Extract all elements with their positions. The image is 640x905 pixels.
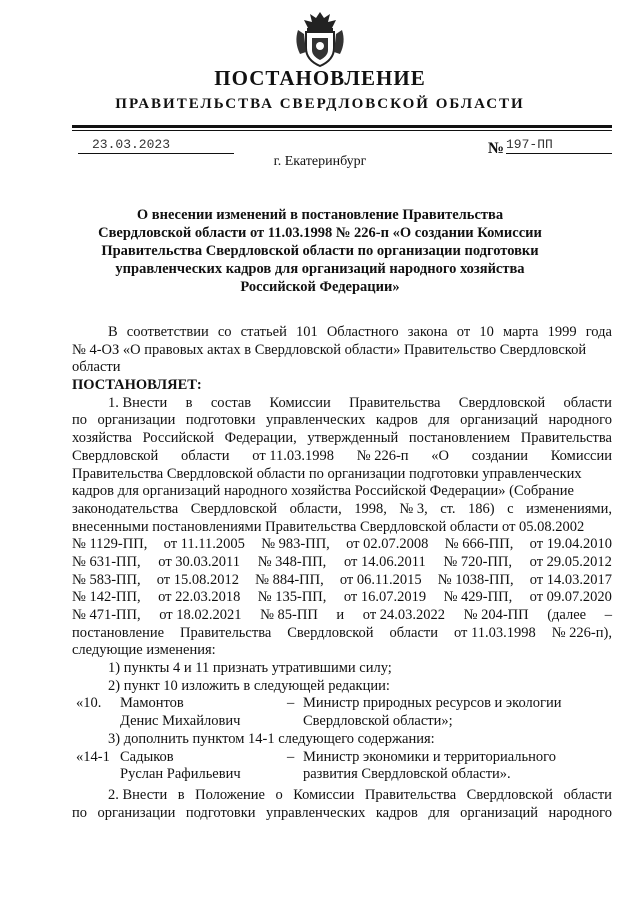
text-line [72,342,612,360]
word: Правительства [180,624,272,641]
word: от 11.11.2005 [163,536,245,553]
word: Федерации, [224,430,297,447]
text-line [72,625,612,643]
word: и [336,607,345,624]
word: № 142-ПП, [72,589,141,606]
word: № 226-п [356,447,409,464]
word: Свердловской [72,447,159,464]
word: № 348-ПП, [257,553,327,570]
word: кадров [375,412,418,429]
document-subtitle: ПРАВИТЕЛЬСТВА СВЕРДЛОВСКОЙ ОБЛАСТИ [115,96,525,112]
word: о [275,786,283,803]
word: Комиссии [550,447,612,464]
word: изменениями, [526,500,612,517]
text-line [72,483,612,501]
word: № 1038-ПП, [437,571,514,588]
word: от 16.07.2019 [343,589,427,606]
text-line [72,430,612,448]
word: от 18.02.2021 [159,607,242,624]
word: Свердловской [190,500,278,517]
word: ст. [440,500,456,517]
text-line [72,589,612,607]
text-line [72,466,612,484]
word: организации [97,804,176,821]
document-number: 197-ПП [506,137,612,154]
word: от 15.08.2012 [156,571,240,588]
word: от 09.07.2020 [529,589,612,606]
word: постановлением [408,430,511,447]
word: от 19.04.2010 [529,536,612,553]
word: постановление [72,624,165,641]
word: законодательства [72,500,179,517]
word: № 884-ПП, [255,571,324,588]
word: 101 [295,324,318,340]
word: Областного [326,324,399,340]
word: № 720-ПП, [443,553,512,570]
member-position: Министр экономики и территориального [303,748,556,765]
word: со [217,324,232,340]
word: области [389,624,439,641]
word: № 429-ПП, [443,589,513,606]
word: Правительства [364,786,457,803]
text-line [72,359,612,377]
member-given-names: Руслан Рафильевич [120,766,241,783]
member-row-14-1 [72,749,612,784]
word: Правительства [520,430,612,447]
text-line [72,572,612,590]
word: 2. Внести [108,786,168,803]
word: в [185,394,193,411]
coat-of-arms-icon [292,8,348,68]
word: № 666-ПП, [444,536,514,553]
word: № 4-ОЗ «О правовых актах в Свердловской области» Правительство Свердловской [72,341,587,358]
word: № 583-ПП, [72,571,141,588]
word: № 226-п), [551,624,612,641]
word: от 24.03.2022 [362,607,446,624]
word: организаций [460,804,538,821]
word: № 3, [399,500,428,517]
word: от 14.06.2011 [343,553,426,570]
heading-line: Правительства Свердловской области по организации подготовки [101,243,539,259]
word: по [72,804,88,821]
heading-line: О внесении изменений в постановление Правительства [136,207,504,223]
word: состав [210,394,252,411]
word: кадров [375,804,418,821]
header-rule-thick [72,125,612,128]
paragraph-2 [72,787,612,822]
word: от 30.03.2011 [158,553,241,570]
word: В [108,324,118,340]
word: внесенными постановлениями Правительства Свердловской области от 05.08.2002 [72,518,585,535]
word: № 631-ПП, [72,553,141,570]
word: народного [548,412,612,429]
document-city: г. Екатеринбург [273,154,367,169]
document-heading [60,206,580,296]
text-line [72,642,612,660]
text-line [72,787,612,805]
text-line [72,536,612,554]
word: статьей [240,324,287,340]
word: Комиссии [269,394,331,411]
subitem-3: 3) дополнить пунктом 14-1 следующего содержания: [108,730,435,747]
word: в [177,786,185,803]
row-number: «10. [76,695,102,712]
member-given-names: Денис Михайлович [120,713,241,730]
text-line [72,412,612,430]
word: от 14.03.2017 [529,571,612,588]
word: 10 [479,324,494,340]
heading-line: управленческих кадров для организаций народного хозяйства [115,261,525,277]
word: № 983-ПП, [261,536,330,553]
text-line [72,519,612,537]
word: области [72,359,121,376]
word: Свердловской [466,786,553,803]
word: утвержденный [307,430,399,447]
word: организации [97,412,176,429]
word: Комиссии [293,786,355,803]
member-position: Министр природных ресурсов и экологии [303,695,562,712]
word: области [563,786,612,803]
heading-line: Российской Федерации» [240,279,400,295]
word: от 02.07.2008 [346,536,429,553]
word: соответствии [126,324,209,340]
word: от 22.03.2018 [158,589,241,606]
word: области, [289,500,342,517]
word: кадров для организаций народного хозяйства Российской Федерации» (Собрание [72,483,574,500]
resolves-label: ПОСТАНОВЛЯЕТ: [72,377,202,394]
text-line [72,805,612,823]
word: Правительства Свердловской области по организации подготовки управленческих [72,465,582,482]
word: управленческих [266,412,366,429]
word: от 06.11.2015 [339,571,422,588]
document-title: ПОСТАНОВЛЕНИЕ [214,66,426,90]
word: Правительства [349,394,441,411]
word: следующие изменения: [72,642,216,659]
word: марта [502,324,539,340]
member-row-10 [72,695,612,730]
word: области [563,394,612,411]
word: от [456,324,471,340]
word: области [181,447,230,464]
word: Свердловской [287,624,374,641]
word: для [428,412,450,429]
word: 1. Внести [108,394,168,411]
subitem-2: 2) пункт 10 изложить в следующей редакции: [108,677,390,694]
subitem-1: 1) пункты 4 и 11 признать утратившими силу; [108,660,392,677]
word: – [604,607,612,624]
word: № 85-ПП [260,607,318,624]
word: года [585,324,612,340]
word: № 204-ПП [463,607,529,624]
word: создании [471,447,528,464]
text-line [72,448,612,466]
word: Положение [195,786,265,803]
word: «О [431,447,450,464]
word: № 1129-ПП, [72,536,148,553]
document-number-label: № [488,140,505,157]
word: 1998, [354,500,387,517]
text-line [72,324,612,342]
word: подготовки [185,804,256,821]
member-surname: Садыков [120,748,174,765]
word: управленческих [266,804,366,821]
text-line [72,607,612,625]
word: закона [407,324,448,340]
document-date: 23.03.2023 [78,137,234,154]
word: организаций [460,412,538,429]
text-line [72,554,612,572]
paragraph-1 [72,395,612,660]
word: подготовки [185,412,256,429]
word: № 135-ПП, [257,589,327,606]
word: (далее [547,607,587,624]
member-position-cont: развития Свердловской области». [303,766,511,783]
word: по [72,412,88,429]
word: Свердловской [458,394,546,411]
text-line [72,501,612,519]
row-number: «14-1 [76,748,110,765]
word: 186) [468,500,495,517]
word: от 29.05.2012 [529,553,612,570]
word: хозяйства [72,430,132,447]
word: 1999 [547,324,577,340]
word: Российской [142,430,215,447]
intro-paragraph [72,324,612,377]
word: народного [548,804,612,821]
word: для [428,804,450,821]
text-line [72,395,612,413]
heading-line: Свердловской области от 11.03.1998 № 226-п «О создании Комиссии [98,225,542,241]
word: от 11.03.1998 [252,447,334,464]
row-dash: – [287,695,295,712]
document-body [72,324,612,822]
word: с [507,500,514,517]
member-position-cont: Свердловской области»; [303,713,453,730]
member-surname: Мамонтов [120,695,184,712]
row-dash: – [287,748,295,765]
word: № 471-ПП, [72,607,141,624]
header-rule-thin [72,130,612,131]
word: от 11.03.1998 [453,624,536,641]
